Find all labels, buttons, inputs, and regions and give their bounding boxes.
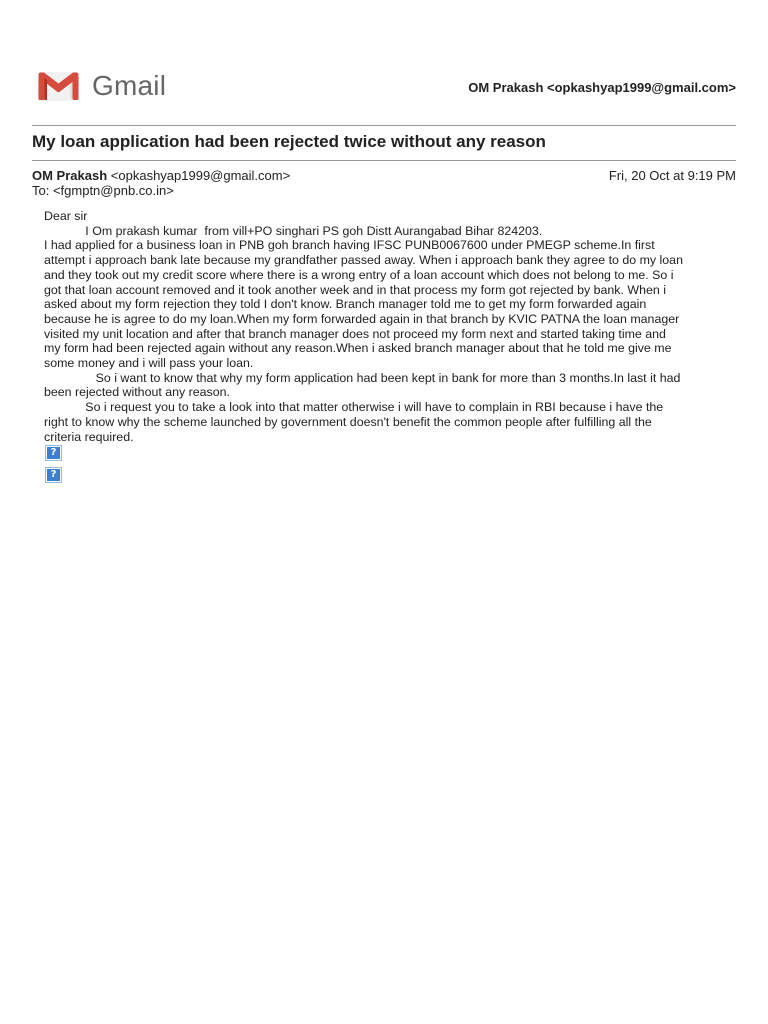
- body-line: because he is agree to do my loan.When my form forwarded again in that branch by KVIC PATNA the loan manager: [44, 311, 680, 326]
- body-line: criteria required.: [44, 429, 134, 444]
- email-meta: [32, 168, 736, 198]
- body-line: Dear sir: [44, 209, 88, 223]
- gmail-wordmark: Gmail: [92, 70, 167, 101]
- gmail-envelope-icon: [37, 70, 80, 102]
- body-line: I had applied for a business loan in PNB goh branch having IFSC PUNB0067600 under PMEGP scheme.In first: [44, 238, 655, 253]
- subject-divider: [32, 160, 736, 161]
- broken-image-icon: ?: [47, 469, 60, 481]
- body-line: my form had been rejected again without any reason.When i asked branch manager about that he told me give me: [44, 341, 672, 356]
- body-line: some money and i will pass your loan.: [44, 356, 254, 371]
- body-line: I Om prakash kumar from vill+PO singhari PS goh Distt Aurangabad Bihar 824203.: [44, 223, 543, 238]
- body-line: So i want to know that why my form application had been kept in bank for more than 3 months.In last it had: [44, 370, 681, 385]
- broken-image-placeholder[interactable]: [45, 467, 62, 483]
- email-subject: My loan application had been rejected twice without any reason: [32, 132, 546, 151]
- body-line: So i request you to take a look into that matter otherwise i will have to complain in RBI because i have the: [44, 400, 664, 415]
- body-line: got that loan account removed and it took another week and in that process my form got rejected by bank. When i: [44, 282, 666, 297]
- recipient-line: To: <fgmptn@pnb.co.in>: [32, 183, 174, 198]
- body-line: and they took out my credit score where there is a wrong entry of a loan account which does not belong to me. So i: [44, 267, 674, 282]
- body-line: right to know why the scheme launched by government doesn't benefit the common people after fulfilling all the: [44, 414, 652, 429]
- gmail-logo: [37, 70, 166, 102]
- account-label: OM Prakash <opkashyap1999@gmail.com>: [468, 80, 736, 95]
- broken-image-placeholder[interactable]: [45, 445, 62, 461]
- body-line: been rejected without any reason.: [44, 385, 230, 400]
- header-divider: [32, 125, 736, 126]
- sender-name: OM Prakash: [32, 168, 108, 183]
- email-date: Fri, 20 Oct at 9:19 PM: [608, 168, 736, 183]
- body-line: visited my unit location and after that branch manager does not proceed my form next and started taking time and: [44, 326, 666, 341]
- sender-address: <opkashyap1999@gmail.com>: [110, 168, 291, 183]
- broken-image-icon: ?: [47, 447, 60, 459]
- email-body: [44, 209, 728, 444]
- body-line: attempt i approach bank late because my grandfather passed away. When i approach bank they agree to do my loan: [44, 253, 683, 268]
- body-line: asked about my form rejection they told I don't know. Branch manager told me to get my form forwarded again: [44, 297, 647, 312]
